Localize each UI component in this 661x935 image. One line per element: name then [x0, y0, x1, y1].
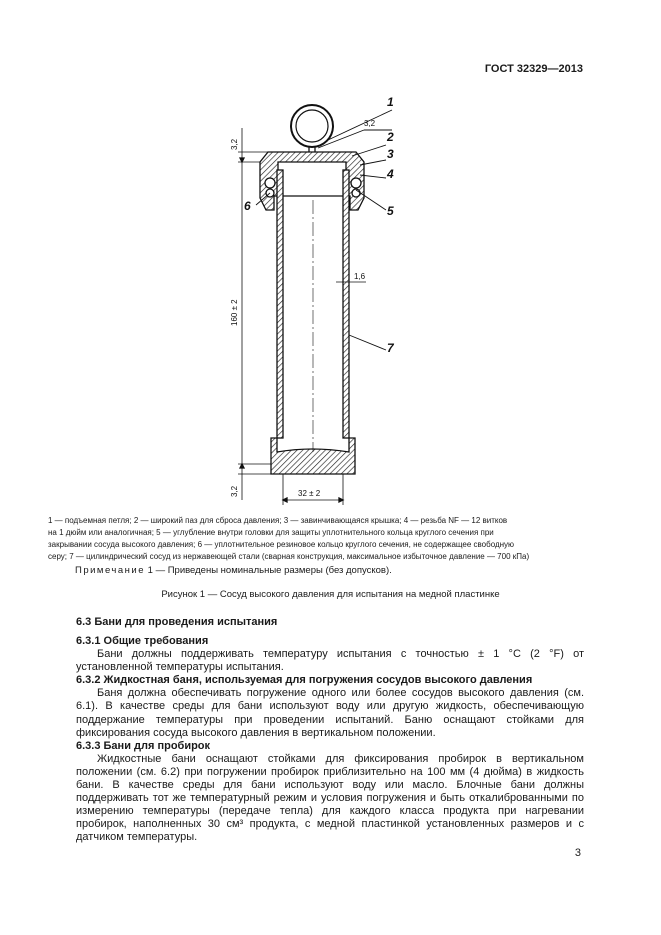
section-6-3-title: 6.3 Бани для проведения испытания [76, 616, 278, 628]
section-6-3-2-title: 6.3.2 Жидкостная баня, используемая для погружения сосудов высокого давления [76, 674, 533, 687]
legend-line: на 1 дюйм или аналогичная; 5 — углубление внутри головки для защиты уплотнительного кольца круглого сечения при [48, 528, 494, 537]
callout-1: 1 [387, 95, 394, 109]
page-number: 3 [574, 847, 581, 859]
section-6-3-3-text: Жидкостные бани оснащают стойками для фиксирования пробирок в вертикальном положении (см. 6.2) при погружении пробирок приблизительно на 100 мм (4 дюйма) в жидкость бани. В качестве среды для бани используют воду или масло. Блочные бани должны поддерживать тот же температурный режим и условия погружения и быть откалиброванными по измерению температуры (передаче тепла) для каждого класса продукта при нагревании пробирок, наполненных 30 см³ продукта, с медной пластинкой установленных размеров и с датчиком температуры. [76, 752, 584, 844]
figure-note [75, 565, 392, 576]
section-6-3-3-title: 6.3.3 Бани для пробирок [76, 739, 211, 752]
dim-top: 3,2 [230, 138, 239, 150]
legend-line: закрывании сосуда высокого давления; 6 — уплотнительное резиновое кольцо круглого сечения, не содержащее свободную [48, 540, 515, 549]
figure-legend [48, 515, 586, 563]
section-6-3-2-text: Баня должна обеспечивать погружение одного или более сосудов высокого давления (см. 6.1). В качестве среды для бани используют воду или другую жидкость, обеспечивающую поддержание температуры при проведении испытаний. Баню оснащают стойками для фиксирования сосуда высокого давления в вертикальном положении. [76, 687, 584, 739]
dim-slot: 3,2 [364, 119, 376, 128]
callout-5: 5 [387, 204, 394, 218]
note-text: 1 — Приведены номинальные размеры (без допусков). [147, 565, 392, 576]
standard-header: ГОСТ 32329—2013 [484, 63, 583, 75]
note-label: Примечание [75, 565, 145, 576]
callout-6: 6 [244, 199, 251, 213]
dim-height: 160 ± 2 [230, 299, 239, 326]
callout-4: 4 [387, 167, 394, 181]
callout-7: 7 [387, 341, 394, 355]
callout-3: 3 [387, 147, 394, 161]
section-6-3-1-title: 6.3.1 Общие требования [76, 635, 209, 647]
callout-2: 2 [387, 130, 394, 144]
section-6-3-body [76, 635, 584, 845]
section-6-3-1-text: Бани должны поддерживать температуру испытания с точностью ± 1 °С (2 °F) от установленной температуры испытания. [76, 648, 584, 674]
dim-diameter: 32 ± 2 [298, 489, 321, 498]
figure-caption: Рисунок 1 — Сосуд высокого давления для испытания на медной пластинке [161, 589, 500, 600]
dim-bottom: 3,2 [230, 485, 239, 497]
legend-line: серу; 7 — цилиндрический сосуд из нержавеющей стали (сварная конструкция, максимальное избыточное давление — 700 кПа) [48, 552, 530, 561]
legend-line: 1 — подъемная петля; 2 — широкий паз для сброса давления; 3 — завинчивающаяся крышка; 4 — резьба NF — 12 витков [48, 516, 508, 525]
dim-wall: 1,6 [354, 272, 366, 281]
section-6-3-heading-block [76, 616, 584, 629]
